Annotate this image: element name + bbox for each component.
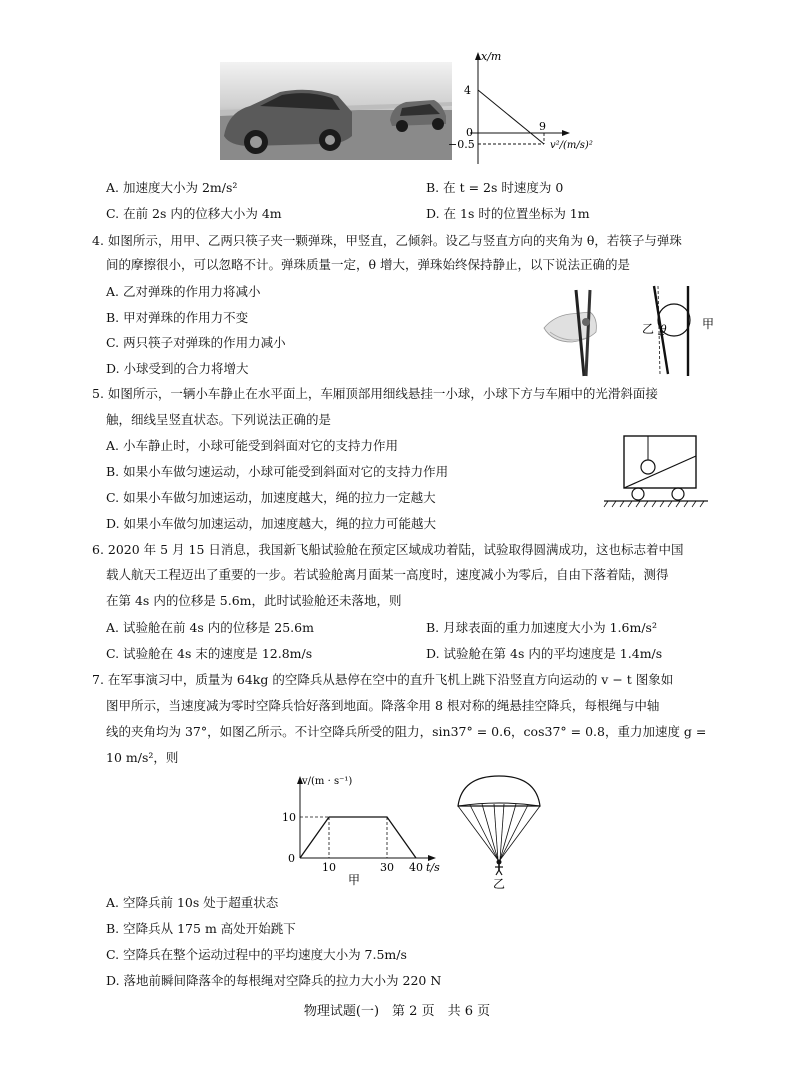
top-option-c: C. 在前 2s 内的位移大小为 4m [106, 206, 282, 221]
vt-tick-x40: 40 [409, 861, 423, 874]
q6-stem-3: 在第 4s 内的位移是 5.6m，此时试验舱还未落地，则 [106, 593, 402, 608]
q7-stem-3: 线的夹角均为 37°，如图乙所示。不计空降兵所受的阻力，sin37° = 0.6，cos37° = 0.8，重力加速度 g = [106, 724, 707, 739]
vt-caption-jia: 甲 [348, 873, 361, 887]
marble-diagram [622, 280, 722, 380]
vt-ylabel: v/(m · s⁻¹) [302, 776, 353, 787]
graph-tick-0: 0 [466, 126, 473, 139]
graph-xlabel: v²/(m/s)² [550, 140, 593, 151]
q6-option-c: C. 试验舱在 4s 末的速度是 12.8m/s [106, 646, 313, 661]
vt-xlabel: t/s [426, 861, 440, 874]
q5-option-b: B. 如果小车做匀速运动，小球可能受到斜面对它的支持力作用 [106, 464, 449, 479]
graph-tick-4: 4 [464, 84, 471, 97]
graph-ylabel: x/m [481, 50, 502, 63]
q5-stem-2: 触，细线呈竖直状态。下列说法正确的是 [106, 412, 332, 427]
q4-option-b: B. 甲对弹珠的作用力不变 [106, 310, 249, 325]
x-v2-graph [440, 48, 610, 170]
top-option-d: D. 在 1s 时的位置坐标为 1m [426, 206, 590, 221]
label-yi: 乙 [642, 322, 655, 336]
q7-option-c: C. 空降兵在整个运动过程中的平均速度大小为 7.5m/s [106, 947, 407, 962]
chopsticks-photo [540, 288, 620, 378]
label-theta: θ [660, 323, 667, 336]
top-option-a: A. 加速度大小为 2m/s² [106, 180, 238, 195]
label-jia: 甲 [702, 317, 715, 331]
cart-diagram [600, 432, 712, 510]
graph-tick-neg: −0.5 [448, 138, 475, 151]
q7-option-a: A. 空降兵前 10s 处于超重状态 [106, 895, 279, 910]
vt-graph [282, 770, 452, 890]
graph-tick-9: 9 [539, 120, 546, 133]
car-photo [220, 62, 452, 160]
vt-tick-x10: 10 [322, 861, 336, 874]
q4-option-d: D. 小球受到的合力将增大 [106, 361, 249, 376]
q7-stem-2: 图甲所示，当速度减为零时空降兵恰好落到地面。降落伞用 8 根对称的绳悬挂空降兵，每根绳与中轴 [106, 698, 660, 713]
page-footer: 物理试题(一) 第 2 页 共 6 页 [303, 1004, 491, 1019]
q6-stem-2: 载人航天工程迈出了重要的一步。若试验舱离月面某一高度时，速度减小为零后，自由下落着陆，测得 [106, 567, 669, 582]
vt-tick-y10: 10 [282, 811, 296, 824]
vt-tick-x30: 30 [380, 861, 394, 874]
q5-stem-1: 5. 如图所示，一辆小车静止在水平面上，车厢顶部用细线悬挂一小球，小球下方与车厢中的光滑斜面接 [92, 386, 658, 401]
q6-stem-1: 6. 2020 年 5 月 15 日消息，我国新飞船试验舱在预定区域成功着陆，试验取得圆满成功，这也标志着中国 [92, 542, 684, 557]
vt-origin: 0 [288, 852, 295, 865]
q6-option-a: A. 试验舱在前 4s 内的位移是 25.6m [106, 620, 314, 635]
q4-option-c: C. 两只筷子对弹珠的作用力减小 [106, 335, 286, 350]
parachute-caption-yi: 乙 [493, 877, 506, 890]
q4-option-a: A. 乙对弹珠的作用力将减小 [106, 284, 261, 299]
q5-option-d: D. 如果小车做匀加速运动，加速度越大，绳的拉力可能越大 [106, 516, 437, 531]
q5-option-a: A. 小车静止时，小球可能受到斜面对它的支持力作用 [106, 438, 398, 453]
parachute-diagram [452, 772, 546, 890]
q7-stem-4: 10 m/s²，则 [106, 750, 179, 765]
q6-option-d: D. 试验舱在第 4s 内的平均速度是 1.4m/s [426, 646, 663, 661]
q4-stem-2: 间的摩擦很小，可以忽略不计。弹珠质量一定，θ 增大，弹珠始终保持静止，以下说法正确的是 [106, 257, 631, 272]
q5-option-c: C. 如果小车做匀加速运动，加速度越大，绳的拉力一定越大 [106, 490, 436, 505]
q7-option-b: B. 空降兵从 175 m 高处开始跳下 [106, 921, 296, 936]
q6-option-b: B. 月球表面的重力加速度大小为 1.6m/s² [426, 620, 657, 635]
q4-stem-1: 4. 如图所示，用甲、乙两只筷子夹一颗弹珠，甲竖直，乙倾斜。设乙与竖直方向的夹角为 θ，若筷子与弹珠 [92, 233, 682, 248]
top-option-b: B. 在 t = 2s 时速度为 0 [426, 180, 564, 195]
vt-series-line [300, 817, 416, 858]
q7-stem-1: 7. 在军事演习中，质量为 64kg 的空降兵从悬停在空中的直升飞机上跳下沿竖直方向运动的 v − t 图象如 [92, 672, 674, 687]
q7-option-d: D. 落地前瞬间降落伞的每根绳对空降兵的拉力大小为 220 N [106, 973, 442, 988]
